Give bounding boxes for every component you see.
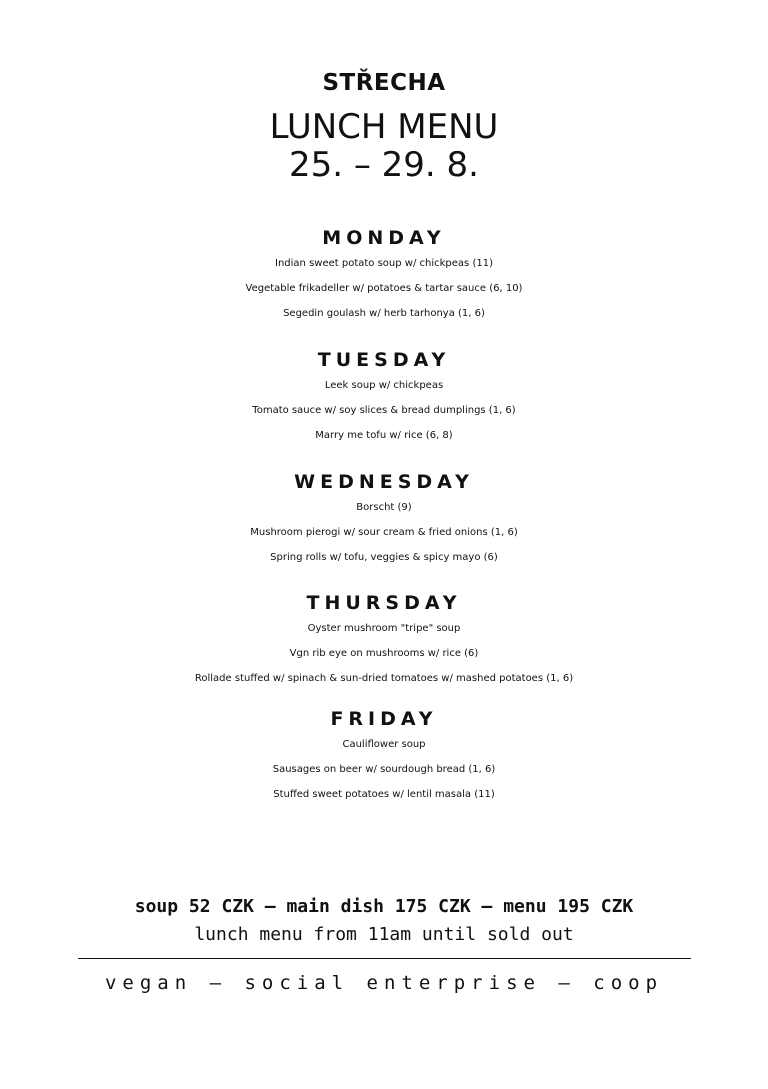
- dish-item: Borscht (9): [356, 502, 412, 513]
- dish-item: Cauliflower soup: [342, 739, 426, 750]
- dish-item: Marry me tofu w/ rice (6, 8): [315, 430, 453, 441]
- page-title: LUNCH MENU: [269, 107, 499, 147]
- day-section-tuesday: [0, 347, 768, 448]
- day-section-monday: [0, 225, 768, 326]
- tagline: vegan – social enterprise – coop: [104, 972, 664, 994]
- divider: [78, 958, 691, 959]
- dish-item: Leek soup w/ chickpeas: [324, 380, 444, 391]
- serving-hours: lunch menu from 11am until sold out: [194, 924, 574, 945]
- price-list: soup 52 CZK – main dish 175 CZK – menu 195 CZK: [134, 896, 634, 917]
- day-section-friday: [0, 706, 768, 807]
- day-heading: FRIDAY: [330, 708, 438, 730]
- day-section-thursday: [0, 590, 768, 691]
- dish-item: Segedin goulash w/ herb tarhonya (1, 6): [283, 308, 485, 319]
- dish-item: Mushroom pierogi w/ sour cream & fried onions (1, 6): [250, 527, 518, 538]
- dish-item: Rollade stuffed w/ spinach & sun-dried tomatoes w/ mashed potatoes (1, 6): [194, 673, 574, 684]
- day-section-wednesday: [0, 469, 768, 570]
- day-heading: MONDAY: [322, 227, 446, 249]
- day-heading: WEDNESDAY: [294, 471, 474, 493]
- day-heading: THURSDAY: [306, 592, 462, 614]
- dish-item: Vgn rib eye on mushrooms w/ rice (6): [289, 648, 479, 659]
- date-range: 25. – 29. 8.: [288, 145, 479, 185]
- dish-item: Tomato sauce w/ soy slices & bread dumplings (1, 6): [252, 405, 516, 416]
- dish-item: Stuffed sweet potatoes w/ lentil masala (11): [273, 789, 495, 800]
- day-heading: TUESDAY: [317, 349, 451, 371]
- dish-item: Spring rolls w/ tofu, veggies & spicy mayo (6): [270, 552, 498, 563]
- dish-item: Indian sweet potato soup w/ chickpeas (11): [275, 258, 493, 269]
- dish-item: Sausages on beer w/ sourdough bread (1, 6): [272, 764, 496, 775]
- dish-item: Oyster mushroom "tripe" soup: [307, 623, 461, 634]
- brand-name: STŘECHA: [322, 70, 446, 96]
- dish-item: Vegetable frikadeller w/ potatoes & tartar sauce (6, 10): [245, 283, 523, 294]
